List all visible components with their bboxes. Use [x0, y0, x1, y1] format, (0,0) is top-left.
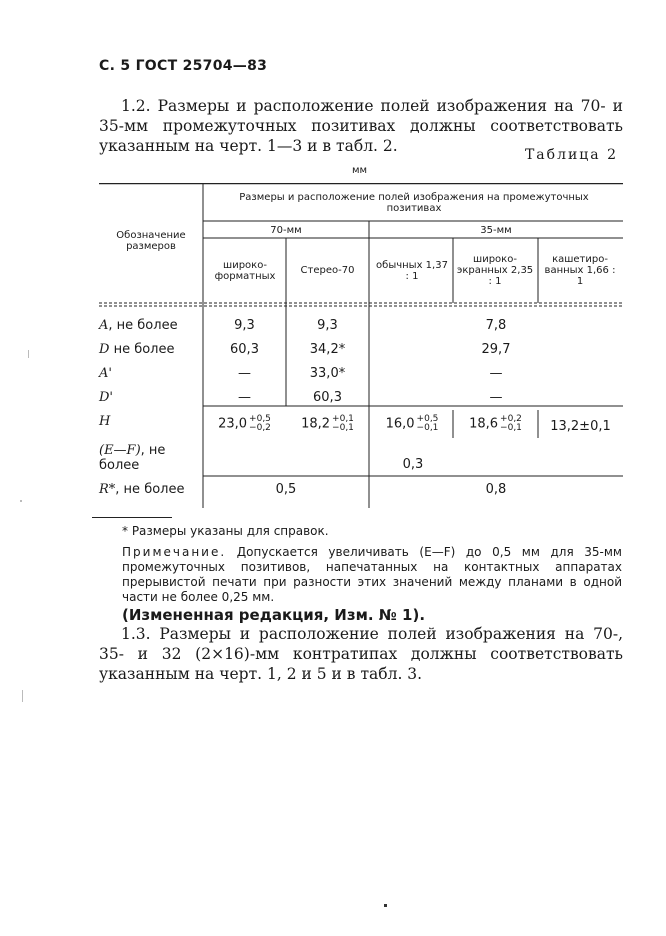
cell-d-prime-wide: —: [238, 390, 251, 405]
paragraph-1-2: 1.2. Размеры и расположение полей изображения на 70- и 35-мм промежуточных позитивах должны соответствовать указанным на черт. 1—3 и в табл. 2.: [99, 97, 623, 155]
subheader-wide: широко-форматных: [214, 260, 276, 282]
cell-d-wide: 60,3: [230, 342, 259, 357]
row-label-a-prime: A': [99, 366, 112, 381]
header-designation: Обозначение размеров: [116, 230, 186, 252]
header-35mm: 35-мм: [480, 225, 512, 236]
footnote: * Размеры указаны для справок.: [122, 524, 329, 538]
subheader-widescreen: широко-экранных 2,35 : 1: [456, 254, 534, 287]
cell-d-prime-stereo: 60,3: [313, 390, 342, 405]
row-label-h: H: [99, 414, 111, 429]
row-label-d-prime: D': [99, 390, 113, 405]
cell-a-prime-35mm: —: [489, 366, 503, 381]
scan-mark: [20, 500, 22, 502]
cell-r-70mm: 0,5: [275, 482, 297, 497]
subheader-stereo: Стерео-70: [300, 265, 355, 276]
cell-a-prime-stereo: 33,0*: [309, 366, 346, 381]
cell-a-wide: 9,3: [234, 318, 255, 333]
cell-h-normal: 16,0 +0,5 −0,1: [385, 414, 439, 433]
footnote-rule: [92, 517, 172, 518]
cell-h-widescreen: 18,6 +0,2 −0,1: [469, 414, 522, 433]
cell-e-f-all: 0,3: [402, 457, 424, 472]
header-group: Размеры и расположение полей изображения на промежуточных позитивах: [239, 192, 589, 214]
cell-a-prime-wide: —: [238, 366, 251, 381]
cell-d-stereo: 34,2*: [309, 342, 346, 357]
cell-h-masked: 13,2±0,1: [550, 419, 611, 434]
cell-r-35mm: 0,8: [485, 482, 507, 497]
subheader-masked: кашетиро-ванных 1,66 : 1: [544, 254, 616, 287]
row-label-a: A, не более: [99, 318, 178, 333]
page-header: С. 5 ГОСТ 25704—83: [99, 58, 268, 74]
header-70mm: 70-мм: [270, 225, 302, 236]
cell-d-prime-35mm: —: [489, 390, 503, 405]
cell-d-35mm: 29,7: [481, 342, 511, 357]
table-note: Примечание. Допускается увеличивать (E—F) до 0,5 мм для 35-мм промежуточных позитивов, напечатанных на контактных аппаратах прерывистой печати при разности этих значений между планами в одной части не более 0,25 мм.: [122, 545, 622, 604]
table-caption: Таблица 2: [524, 147, 618, 163]
cell-h-stereo: 18,2 +0,1 −0,1: [301, 414, 354, 433]
subheader-normal: обычных 1,37 : 1: [376, 260, 448, 282]
row-label-r: R*, не более: [99, 482, 185, 497]
cell-a-stereo: 9,3: [317, 318, 338, 333]
paragraph-1-3: 1.3. Размеры и расположение полей изображения на 70-, 35- и 32 (2×16)-мм контратипах должны соответствовать указанным на черт. 1, 2 и 5 и в табл. 3.: [99, 625, 623, 683]
table-2: [99, 183, 623, 508]
scan-mark: [384, 904, 387, 907]
cell-a-35mm: 7,8: [485, 318, 507, 333]
row-label-e-f: (E—F), не более: [99, 443, 166, 473]
table-unit: мм: [352, 165, 368, 176]
amendment-note: (Измененная редакция, Изм. № 1).: [122, 606, 426, 624]
cell-h-wide: 23,0 +0,5 −0,2: [218, 414, 271, 433]
scan-mark: [28, 350, 29, 358]
row-label-d: D не более: [99, 342, 175, 357]
scan-mark: [22, 690, 23, 702]
